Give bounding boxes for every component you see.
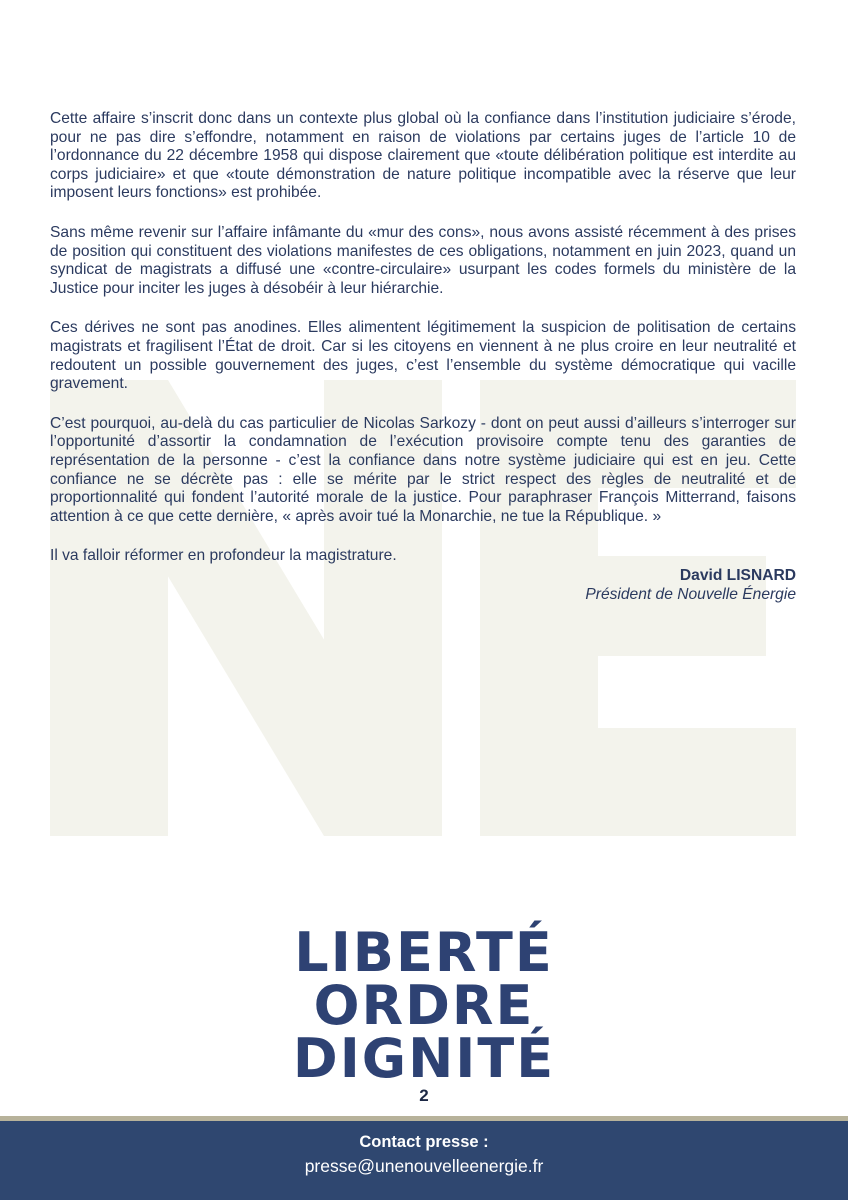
slogan [0, 921, 848, 1090]
signature-role: Président de Nouvelle Énergie [585, 585, 796, 603]
press-contact-label: Contact presse : [359, 1133, 489, 1151]
paragraph-3: Ces dérives ne sont pas anodines. Elles alimentent légitimement la suspicion de politisation de certains magistrats et fragilisent l’État de droit. Car si les citoyens en viennent à ne plus croire en leur neutralité et redoutent un possible gouvernement des juges, c’est l’ensemble du système démocratique qui vacille gravement. [50, 319, 796, 393]
press-contact-email[interactable]: presse@unenouvelleenergie.fr [304, 1156, 544, 1176]
letter-body [50, 110, 796, 604]
signature-block [50, 566, 796, 604]
slogan-line-ordre: ORDRE [313, 974, 535, 1037]
page-number: 2 [419, 1086, 429, 1105]
paragraph-4: C’est pourquoi, au-delà du cas particulier de Nicolas Sarkozy - dont on peut aussi d’ailleurs s’interroger sur l’opportunité d’assortir la condamnation de l’exécution provisoire compte tenu des garanties de représentation de la personne - c’est la confiance dans notre système judiciaire qui est en jeu. Cette confiance ne se décrète pas : elle se mérite par le strict respect des règles de neutralité et de proportionnalité qui fondent l’autorité morale de la justice. Pour paraphraser François Mitterrand, faisons attention à ce que cette dernière, « après avoir tué la Monarchie, ne tue la République. » [50, 414, 796, 525]
closing-sentence: Il va falloir réformer en profondeur la magistrature. [50, 547, 397, 565]
watermark-e-bottom-bar [480, 728, 796, 836]
slogan-line-dignite: DIGNITÉ [292, 1027, 556, 1090]
press-contact-footer [0, 1121, 848, 1200]
paragraph-2: Sans même revenir sur l’affaire infâmante du «mur des cons», nous avons assisté récemment à des prises de position qui constituent des violations manifestes de ces obligations, notamment en juin 2023, quand un syndicat de magistrats a diffusé une «contre-circulaire» usurpant les codes formels du ministère de la Justice pour inciter les juges à désobéir à leur hiérarchie. [50, 223, 796, 297]
slogan-line-liberte: LIBERTÉ [294, 921, 554, 984]
signature-name: David LISNARD [679, 566, 796, 584]
paragraph-1: Cette affaire s’inscrit donc dans un contexte plus global où la confiance dans l’institution judiciaire s’érode, pour ne pas dire s’effondre, notamment en raison de violations par certains juges de l’article 10 de l’ordonnance du 22 décembre 1958 qui dispose clairement que «toute délibération politique est interdite au corps judiciaire» et que «toute démonstration de nature politique incompatible avec la réserve que leur imposent leurs fonctions» est prohibée. [50, 110, 796, 202]
